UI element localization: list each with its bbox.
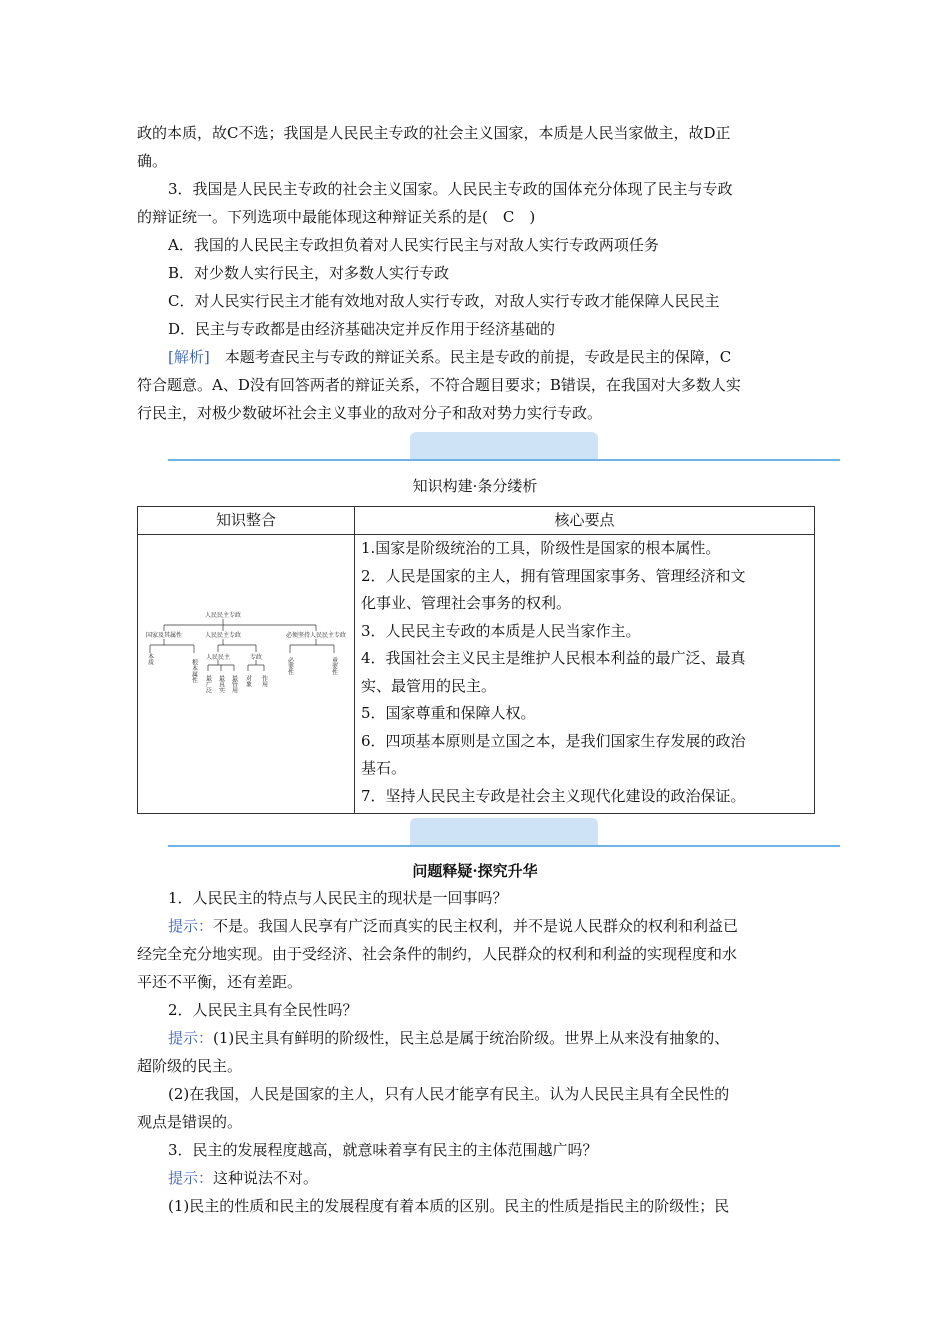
answer-text: (1)民主具有鲜明的阶级性，民主总是属于统治阶级。世界上从来没有抽象的、: [213, 1029, 730, 1047]
table-header-integration: 知识整合: [138, 507, 355, 535]
core-points-cell: [355, 535, 815, 814]
faq-answer-2-line-1: [168, 1024, 729, 1052]
analysis-text-1: 本题考查民主与专政的辩证关系。民主是专政的前提，专政是民主的保障，C: [209, 348, 732, 366]
knowledge-table: [137, 506, 815, 814]
diagram-node-most-useful: 最管用: [230, 675, 238, 693]
section-1-title: 知识构建·条分缕析: [412, 477, 538, 495]
section-tab-decoration: [410, 818, 598, 846]
analysis-line-2: 符合题意。A、D没有回答两者的辩证关系，不符合题目要求；B错误，在我国对大多数人实: [137, 376, 741, 394]
diagram-node-object: 对象: [244, 675, 252, 687]
knowledge-diagram: [138, 535, 354, 813]
hint-label: 提示：: [168, 917, 214, 935]
diagram-node-importance: 重要性: [330, 657, 338, 675]
core-point: 6．四项基本原则是立国之本，是我们国家生存发展的政治: [361, 731, 746, 750]
option-a: A．我国的人民民主专政担负着对人民实行民主与对敌人实行专政两项任务: [168, 236, 659, 254]
analysis-line-3: 行民主，对极少数破坏社会主义事业的敌对分子和敌对势力实行专政。: [137, 404, 603, 422]
answer-text: 这种说法不对。: [213, 1169, 319, 1187]
analysis-label: [解析]: [168, 348, 210, 366]
answer-text: 不是。我国人民享有广泛而真实的民主权利，并不是说人民群众的权利和利益已: [213, 917, 739, 935]
option-d: D．民主与专政都是由经济基础决定并反作用于经济基础的: [168, 320, 556, 338]
hint-label: 提示：: [168, 1029, 214, 1047]
core-point: 7．坚持人民民主专政是社会主义现代化建设的政治保证。: [361, 786, 746, 805]
diagram-node-widest: 最广泛: [204, 675, 212, 693]
faq-answer-1-line-2: 经完全充分地实现。由于受经济、社会条件的制约，人民群众的权利和利益的实现程度和水: [137, 945, 738, 963]
section-divider: [168, 845, 840, 847]
faq-answer-3-line-2: (1)民主的性质和民主的发展程度有着本质的区别。民主的性质是指民主的阶级性；民: [168, 1197, 730, 1215]
diagram-node-dictatorship: 人民民主专政: [204, 632, 242, 639]
section-2-title: 问题释疑·探究升华: [412, 862, 538, 880]
diagram-node-zhuanzheng: 专政: [249, 654, 263, 661]
faq-question-1: 1．人民民主的特点与人民民主的现状是一回事吗？: [168, 889, 508, 907]
diagram-node-fundamental: 根本属性: [190, 659, 198, 683]
question-3-stem-cont: 的辩证统一。下列选项中最能体现这种辩证关系的是( C ): [137, 208, 536, 226]
diagram-node-essence: 本质: [146, 653, 154, 665]
diagram-node-truest: 最真实: [217, 675, 225, 693]
core-point: 1.国家是阶级统治的工具，阶级性是国家的根本属性。: [361, 539, 721, 557]
diagram-root: 人民民主专政: [204, 612, 242, 619]
faq-question-2: 2．人民民主具有全民性吗？: [168, 1001, 358, 1019]
core-point: 3．人民民主专政的本质是人民当家作主。: [361, 621, 641, 640]
question-3-stem: 3．我国是人民民主专政的社会主义国家。人民民主专政的国体充分体现了民主与专政: [168, 180, 733, 198]
core-point: 4．我国社会主义民主是维护人民根本利益的最广泛、最真: [361, 649, 746, 667]
diagram-node-state: 国家及其属性: [145, 632, 183, 639]
knowledge-diagram-cell: [138, 535, 355, 814]
diagram-node-role: 作用: [260, 675, 268, 687]
faq-answer-1-line-3: 平还不平衡，还有差距。: [137, 973, 303, 991]
faq-answer-1-line-1: [168, 912, 738, 940]
option-c: C．对人民实行民主才能有效地对敌人实行专政，对敌人实行专政才能保障人民民主: [168, 292, 720, 310]
diagram-node-must-adhere: 必须坚持人民民主专政: [285, 632, 347, 639]
faq-answer-3-line-1: [168, 1164, 318, 1192]
core-point: 5．国家尊重和保障人权。: [361, 704, 536, 722]
analysis-line-1: [168, 343, 731, 371]
core-point: 化事业、管理社会事务的权利。: [361, 594, 572, 612]
diagram-node-democracy: 人民民主: [205, 654, 231, 661]
faq-answer-2-line-3: (2)在我国，人民是国家的主人，只有人民才能享有民主。认为人民民主具有全民性的: [168, 1085, 730, 1103]
section-divider: [168, 459, 840, 461]
faq-answer-2-line-4: 观点是错误的。: [137, 1113, 243, 1131]
option-b: B．对少数人实行民主，对多数人实行专政: [168, 264, 450, 282]
section-tab-decoration: [410, 432, 598, 460]
hint-label: 提示：: [168, 1169, 214, 1187]
faq-question-3: 3．民主的发展程度越高，就意味着享有民主的主体范围越广吗？: [168, 1141, 598, 1159]
intro-line-2: 确。: [137, 152, 168, 170]
table-header-core-points: 核心要点: [355, 507, 815, 535]
intro-line-1: 政的本质，故C不选；我国是人民民主专政的社会主义国家，本质是人民当家做主，故D正: [137, 124, 731, 142]
core-point: 实、最管用的民主。: [361, 676, 497, 695]
core-point: 基石。: [361, 759, 407, 777]
core-point: 2．人民是国家的主人，拥有管理国家事务、管理经济和文: [361, 566, 746, 585]
faq-answer-2-line-2: 超阶级的民主。: [137, 1057, 243, 1075]
diagram-node-necessity: 必要性: [286, 657, 294, 675]
